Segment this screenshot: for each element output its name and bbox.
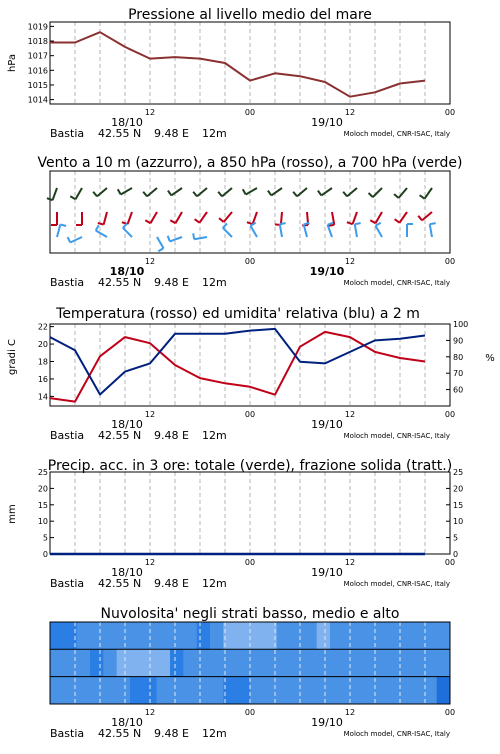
wind-barb [251,223,258,237]
wind-barb [420,188,432,199]
wind-barb-feather [394,194,399,198]
time-tick-label: 12 [344,257,356,266]
cloud-cell [370,649,384,676]
cloud-cell [77,677,91,704]
model-credit: Moloch model, CNR-ISAC, Italy [343,730,450,738]
wind-barb-shaft [200,212,207,223]
wind-barb-shaft [123,228,132,237]
y-tick-label-right: 80 [453,352,464,362]
wind-barb-shaft [223,228,232,237]
y-tick-label: 0 [42,550,48,559]
model-credit: Moloch model, CNR-ISAC, Italy [343,130,450,138]
cloud-cell [170,649,184,676]
wind-barb-shaft [170,237,182,241]
time-tick-label: 12 [144,558,156,567]
wind-barb-shaft [347,188,357,196]
location-latitude: 42.55 N [98,727,142,740]
cloud-cell [437,649,451,676]
cloud-cell [317,649,331,676]
cloud-cell [277,677,291,704]
y-tick-label: 1015 [27,80,48,90]
wind-barb [407,224,413,237]
cloud-cell [410,649,424,676]
wind-barb-shaft [425,188,432,199]
cloud-cell [157,649,171,676]
wind-barb-shaft [157,237,164,248]
time-tick-label: 12 [144,708,156,717]
time-tick-label: 00 [244,257,256,266]
cloud-cell [157,622,171,649]
date-label: 19/10 [311,116,343,129]
cloud-cell [130,622,144,649]
date-label: 18/10 [111,566,143,579]
wind-barb-shaft [121,188,132,195]
humidity-ylabel: % [485,353,495,364]
cloud-cell [197,622,211,649]
location-altitude: 12m [202,429,227,442]
date-label: 19/10 [311,566,343,579]
wind-barb-feather [355,223,361,224]
wind-barb-feather [418,216,422,221]
temperature-title: Temperatura (rosso) ed umidita' relativa (blu) a 2 m [56,306,420,322]
cloud-cell [277,649,291,676]
cloud-cell [210,622,224,649]
wind-barb-shaft [251,226,258,237]
time-tick-label: 12 [144,410,156,419]
wind-barb-feather [68,237,71,242]
cloud-cell [77,649,91,676]
wind-barb [394,188,407,198]
cloud-cell [317,677,331,704]
wind-barb [123,224,132,237]
wind-barb [223,224,232,237]
cloud-cell [330,677,344,704]
y-tick-label: 18 [37,357,48,367]
cloud-cell [397,649,411,676]
y-tick-label-right: 0 [453,550,459,559]
y-tick-label: 14 [37,392,48,402]
cloud-cell [103,622,117,649]
wind-barb-feather [430,223,436,224]
cloud-cell [357,677,371,704]
cloud-cell [170,622,184,649]
wind-barb-shaft [430,224,432,237]
y-tick-label: 10 [37,517,48,527]
time-tick-label: 00 [244,708,256,717]
location-latitude: 42.55 N [98,429,142,442]
cloud-cell [437,677,451,704]
wind-frame [50,171,450,253]
cloud-cell [383,649,397,676]
cloud-cell [410,677,424,704]
cloud-cell [383,622,397,649]
wind-barb [219,212,232,222]
cloud-cell [117,677,131,704]
location-name: Bastia [50,276,85,289]
wind-barb-shaft [297,188,307,196]
wind-barb-feather [293,192,297,197]
cloud-cell [103,649,117,676]
wind-barb-feather [118,189,121,194]
y-tick-label-right: 15 [453,500,464,510]
time-tick-label: 12 [144,257,156,266]
y-tick-label: 22 [37,322,48,332]
cloud-cell [117,622,131,649]
cloud-cell [50,622,64,649]
wind-barb-shaft [96,231,107,238]
wind-barb-shaft [355,224,357,237]
cloud-cell [50,677,64,704]
wind-barb-shaft [57,224,60,237]
cloud-cell [183,649,197,676]
wind-barb-shaft [104,212,107,225]
wind-barb [98,212,107,225]
location-latitude: 42.55 N [98,276,142,289]
location-longitude: 9.48 E [154,429,189,442]
wind-barb-shaft [97,188,107,196]
wind-barb-shaft [128,212,132,224]
cloud-cell [157,677,171,704]
wind-barb-shaft [147,188,157,196]
wind-barb [76,212,82,225]
cloud-cell [103,677,117,704]
time-tick-label: 00 [244,410,256,419]
wind-barb-feather [60,224,66,226]
temperature-frame [50,324,450,406]
wind-barb [47,188,57,200]
wind-barb-feather [280,223,286,224]
pressure-line [50,32,425,97]
wind-barb-feather [369,193,373,197]
wind-barb-feather [70,196,75,199]
wind-barb-shaft [304,224,307,237]
y-tick-label: 1019 [27,22,48,32]
date-label: 18/10 [111,716,143,729]
wind-barb-feather [193,233,194,239]
cloud-cell [50,649,64,676]
time-tick-label: 00 [444,410,456,419]
time-tick-label: 12 [344,108,356,117]
y-tick-label: 25 [37,468,48,477]
pressure-frame [50,22,450,104]
y-tick-label: 1014 [27,95,48,105]
wind-barb [347,212,357,224]
model-credit: Moloch model, CNR-ISAC, Italy [343,279,450,287]
y-tick-label-right: 60 [453,385,464,395]
date-label: 18/10 [109,265,145,278]
wind-barb-shaft [373,188,382,197]
wind-barb [96,225,107,237]
wind-barb-shaft [194,237,207,239]
cloud-cell [290,622,304,649]
wind-barb-shaft [70,237,82,242]
pressure-panel [7,7,455,140]
wind-barb-shaft [376,226,383,237]
cloud-cell [197,677,211,704]
wind-barb-feather [143,192,147,197]
y-tick-label: 1016 [27,66,48,76]
wind-barb-shaft [328,225,332,237]
cloud-cell [357,649,371,676]
precipitation-frame [50,472,450,554]
y-tick-label-right: 10 [453,517,464,527]
cloud-cell [90,622,104,649]
wind-barb [376,223,383,237]
cloud-cell [237,677,251,704]
cloud-cell [237,649,251,676]
precipitation-title: Precip. acc. in 3 ore: totale (verde), frazione solida (tratt.) [47,458,453,474]
wind-barb [195,212,207,223]
date-label: 19/10 [311,418,343,431]
time-tick-label: 00 [244,558,256,567]
cloud-cell [410,622,424,649]
wind-barb-shaft [176,212,183,223]
wind-barb-feather [93,192,97,197]
wind-barb-feather [195,219,200,222]
y-tick-label: 15 [37,500,48,510]
wind-barb [122,212,132,224]
wind-barb [51,212,57,225]
location-altitude: 12m [202,727,227,740]
pressure-ylabel: hPa [7,53,18,73]
wind-barb-shaft [280,224,282,237]
cloud-cell [277,622,291,649]
date-label: 19/10 [311,716,343,729]
cloud-cell [130,677,144,704]
wind-barb [145,212,157,223]
cloud-cell [170,677,184,704]
y-tick-label: 16 [37,374,48,384]
y-tick-label: 5 [42,533,48,543]
time-tick-label: 12 [344,708,356,717]
location-longitude: 9.48 E [154,276,189,289]
wind-barb-feather [347,222,353,224]
wind-barb-shaft [321,188,332,195]
wind-title: Vento a 10 m (azzurro), a 850 hPa (rosso), a 700 hPa (verde) [37,155,463,171]
pressure-title: Pressione al livello medio del mare [128,7,372,23]
cloud-cell [183,622,197,649]
time-tick-label: 00 [444,558,456,567]
wind-barb [57,224,66,237]
cloud-cell [250,649,264,676]
wind-barb-shaft [246,188,257,195]
cloud-cell [290,649,304,676]
wind-barb-shaft [353,212,357,224]
cloud-cell [330,649,344,676]
cloud-cell [197,649,211,676]
cloud-cell [77,622,91,649]
location-name: Bastia [50,727,85,740]
location-longitude: 9.48 E [154,727,189,740]
model-credit: Moloch model, CNR-ISAC, Italy [343,432,450,440]
y-tick-label-right: 5 [453,533,459,543]
wind-barb-feather [98,223,104,225]
y-tick-label-right: 90 [453,336,464,346]
wind-barb-feather [343,192,347,197]
wind-barb-shaft [151,212,158,223]
date-label: 19/10 [309,265,345,278]
wind-barb-shaft [53,188,57,200]
cloud-cell [237,622,251,649]
cloud-cell [90,649,104,676]
precipitation-panel [7,458,463,590]
temperature-ylabel: gradi C [7,339,18,375]
wind-barb-feather [168,191,171,196]
cloud-cell [250,677,264,704]
wind-barb [395,212,407,223]
date-label: 18/10 [111,116,143,129]
wind-barb-feather [158,248,163,251]
wind-barb-feather [47,198,53,200]
wind-barb-feather [243,189,246,194]
cloud-cell [330,622,344,649]
wind-panel [37,155,462,289]
wind-barb-shaft [271,188,282,195]
cloud-cell [130,649,144,676]
wind-barb-shaft [76,188,83,199]
location-longitude: 9.48 E [154,127,189,140]
clouds-title: Nuvolosita' negli strati basso, medio e alto [100,606,400,622]
wind-barb [370,212,382,223]
time-tick-label: 12 [344,558,356,567]
wind-barb-shaft [197,188,207,196]
cloud-cell [210,649,224,676]
cloud-cell [210,677,224,704]
wind-barb [70,188,82,199]
clouds-panel [50,606,455,740]
time-tick-label: 12 [344,410,356,419]
wind-barb-feather [193,192,197,197]
wind-barb [430,223,436,237]
cloud-cell [303,649,317,676]
wind-barb [280,223,286,237]
wind-barb-feather [219,218,224,222]
time-tick-label: 00 [444,708,456,717]
y-tick-label-right: 20 [453,484,464,494]
cloud-cell [303,677,317,704]
location-altitude: 12m [202,127,227,140]
cloud-cell [383,677,397,704]
y-tick-label: 20 [37,340,48,350]
wind-barb-feather [268,191,271,196]
cloud-cell [183,677,197,704]
wind-barb-feather [395,219,400,222]
cloud-cell [317,622,331,649]
location-altitude: 12m [202,276,227,289]
cloud-cell [370,622,384,649]
precipitation-ylabel: mm [7,504,18,524]
y-tick-label: 1017 [27,51,48,61]
y-tick-label-right: 25 [453,468,464,477]
cloud-cell [303,622,317,649]
wind-barb-shaft [422,212,432,220]
wind-barb-shaft [376,212,383,223]
wind-barb [157,237,164,251]
location-latitude: 42.55 N [98,577,142,590]
y-tick-label-right: 70 [453,369,464,379]
location-latitude: 42.55 N [98,127,142,140]
wind-barb-shaft [222,188,232,196]
y-tick-label: 20 [37,484,48,494]
wind-barb-shaft [171,188,182,195]
cloud-cell [397,622,411,649]
location-name: Bastia [50,127,85,140]
wind-barb-feather [420,195,425,198]
time-tick-label: 00 [444,108,456,117]
wind-barb [355,223,361,237]
wind-barb [170,212,182,223]
cloud-cell [117,649,131,676]
temperature-panel [7,306,495,442]
wind-barb-feather [168,236,170,242]
time-tick-label: 00 [244,108,256,117]
location-altitude: 12m [202,577,227,590]
cloud-cell [290,677,304,704]
time-tick-label: 12 [144,108,156,117]
cloud-cell [370,677,384,704]
y-tick-label: 1018 [27,37,48,47]
location-name: Bastia [50,577,85,590]
wind-barb-feather [318,191,321,196]
location-name: Bastia [50,429,85,442]
wind-barb-feather [96,225,99,230]
cloud-cell [250,622,264,649]
y-tick-label-right: 100 [453,320,469,329]
model-credit: Moloch model, CNR-ISAC, Italy [343,580,450,588]
cloud-cell [437,622,451,649]
cloud-cell [397,677,411,704]
cloud-cell [357,622,371,649]
date-label: 18/10 [111,418,143,431]
location-longitude: 9.48 E [154,577,189,590]
wind-barb-feather [218,192,222,197]
time-tick-label: 00 [444,257,456,266]
cloud-cell [90,677,104,704]
wind-barb-shaft [400,212,407,223]
